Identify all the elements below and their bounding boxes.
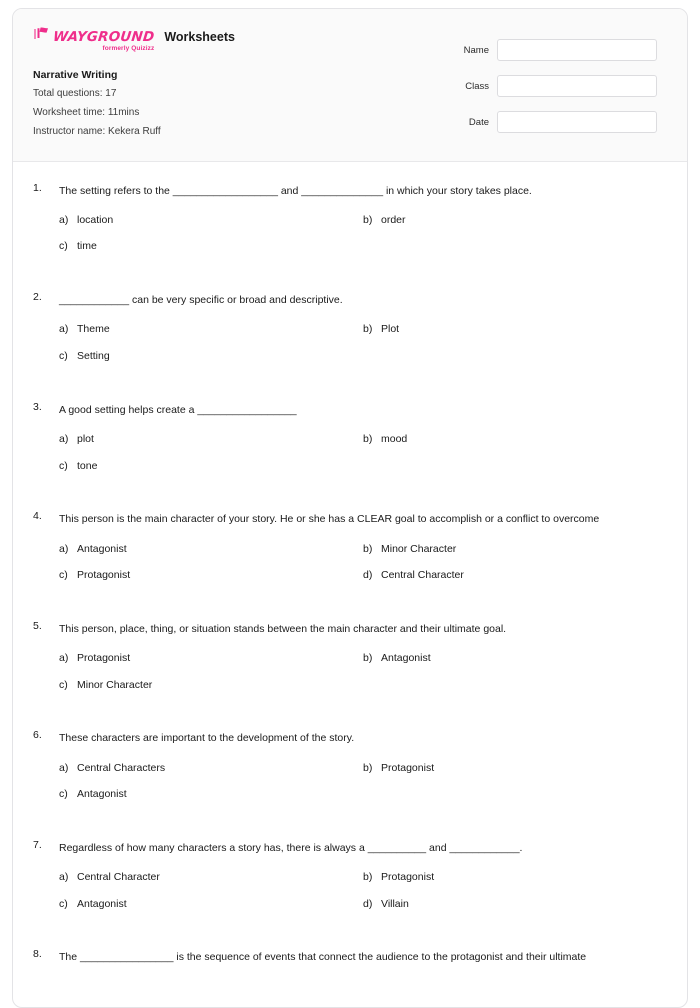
option-letter: a) bbox=[59, 542, 69, 555]
option-text: Protagonist bbox=[381, 761, 435, 774]
question-head bbox=[33, 401, 667, 419]
answer-option[interactable] bbox=[363, 762, 667, 775]
name-label: Name bbox=[463, 44, 489, 56]
question-number: 8. bbox=[33, 948, 42, 961]
question-text: ____________ can be very specific or broad and descriptive. bbox=[59, 294, 343, 307]
option-letter: c) bbox=[59, 788, 68, 801]
option-letter: a) bbox=[59, 433, 69, 445]
option-letter: c) bbox=[59, 569, 68, 582]
option-letter: a) bbox=[59, 652, 69, 665]
option-text: Protagonist bbox=[77, 652, 131, 665]
question-text: This person is the main character of your story. He or she has a CLEAR goal to accomplish or a conflict to overcome bbox=[59, 513, 600, 526]
answer-option[interactable] bbox=[59, 679, 363, 692]
option-text: Setting bbox=[77, 350, 110, 363]
option-text: Protagonist bbox=[77, 569, 131, 582]
option-text: Central Characters bbox=[77, 761, 166, 774]
option-text: Protagonist bbox=[381, 871, 435, 884]
question-head bbox=[33, 182, 667, 200]
option-text: Theme bbox=[77, 323, 110, 336]
answer-option[interactable] bbox=[59, 350, 363, 363]
option-text: tone bbox=[77, 459, 98, 472]
question-number: 6. bbox=[33, 729, 42, 742]
class-label: Class bbox=[465, 80, 489, 92]
option-letter: c) bbox=[59, 897, 68, 910]
answer-option[interactable] bbox=[363, 652, 667, 665]
answer-option[interactable] bbox=[363, 323, 667, 336]
question-text: Regardless of how many characters a story has, there is always a __________ and ____________. bbox=[59, 841, 523, 854]
answer-option[interactable] bbox=[59, 569, 363, 582]
logo-mark bbox=[33, 27, 154, 44]
answer-options bbox=[33, 433, 667, 486]
answer-option[interactable] bbox=[59, 214, 363, 227]
option-letter: b) bbox=[363, 871, 373, 884]
answer-option[interactable] bbox=[363, 569, 667, 582]
question-text: The setting refers to the __________________ and ______________ in which your story takes place. bbox=[59, 184, 532, 197]
question-item bbox=[33, 401, 667, 487]
option-text: time bbox=[77, 240, 97, 253]
question-number: 1. bbox=[33, 181, 42, 194]
option-letter: d) bbox=[363, 897, 373, 910]
header-left bbox=[33, 25, 235, 145]
answer-option[interactable] bbox=[59, 871, 363, 884]
option-letter: c) bbox=[59, 350, 68, 363]
option-letter: a) bbox=[59, 871, 69, 884]
answer-option[interactable] bbox=[59, 898, 363, 911]
question-number: 5. bbox=[33, 619, 42, 632]
worksheet-page bbox=[12, 8, 688, 1008]
question-text: These characters are important to the development of the story. bbox=[59, 732, 355, 745]
answer-options bbox=[33, 543, 667, 596]
option-letter: c) bbox=[59, 459, 68, 472]
answer-option[interactable] bbox=[363, 871, 667, 884]
question-item bbox=[33, 948, 667, 966]
logo-flag-icon bbox=[33, 27, 49, 44]
questions-list bbox=[13, 162, 687, 967]
question-number: 3. bbox=[33, 400, 42, 413]
answer-options bbox=[33, 323, 667, 376]
page-title: Worksheets bbox=[164, 29, 235, 44]
answer-option[interactable] bbox=[363, 214, 667, 227]
option-letter: b) bbox=[363, 433, 373, 445]
question-head bbox=[33, 620, 667, 638]
answer-option[interactable] bbox=[59, 762, 363, 775]
option-text: Plot bbox=[381, 323, 400, 336]
student-fields bbox=[455, 25, 667, 133]
question-number: 4. bbox=[33, 510, 42, 523]
question-item bbox=[33, 510, 667, 596]
option-letter: b) bbox=[363, 323, 373, 336]
logo-wordmark: WAYGROUND bbox=[52, 28, 156, 45]
option-text: mood bbox=[381, 433, 408, 445]
option-text: location bbox=[77, 213, 114, 226]
wayground-logo bbox=[33, 27, 154, 53]
option-text: Central Character bbox=[381, 569, 464, 582]
question-text: The ________________ is the sequence of events that connect the audience to the protagonist and their ultimate bbox=[59, 951, 587, 964]
question-item bbox=[33, 729, 667, 815]
option-letter: b) bbox=[363, 542, 373, 555]
answer-options bbox=[33, 762, 667, 815]
worksheet-header bbox=[13, 9, 687, 162]
question-head bbox=[33, 510, 667, 528]
option-letter: b) bbox=[363, 652, 373, 665]
question-item bbox=[33, 839, 667, 925]
date-field-row bbox=[455, 111, 657, 133]
option-letter: b) bbox=[363, 213, 373, 226]
answer-option[interactable] bbox=[363, 543, 667, 556]
option-text: plot bbox=[77, 433, 94, 445]
answer-option[interactable] bbox=[59, 433, 363, 446]
option-letter: c) bbox=[59, 240, 68, 253]
question-head bbox=[33, 948, 667, 966]
option-text: Antagonist bbox=[77, 897, 127, 910]
option-letter: a) bbox=[59, 323, 69, 336]
brand-row bbox=[33, 27, 235, 53]
answer-options bbox=[33, 214, 667, 267]
class-input[interactable] bbox=[497, 75, 657, 97]
option-text: Central Character bbox=[77, 871, 160, 884]
worksheet-time: Worksheet time: 11mins bbox=[33, 106, 140, 118]
answer-option[interactable] bbox=[59, 460, 363, 473]
option-text: Antagonist bbox=[77, 542, 127, 555]
class-field-row bbox=[455, 75, 657, 97]
option-letter: b) bbox=[363, 761, 373, 774]
answer-option[interactable] bbox=[59, 543, 363, 556]
option-letter: d) bbox=[363, 569, 373, 582]
answer-option[interactable] bbox=[363, 433, 667, 446]
answer-options bbox=[33, 652, 667, 705]
answer-option[interactable] bbox=[59, 323, 363, 336]
option-text: Villain bbox=[381, 897, 409, 910]
option-letter: c) bbox=[59, 678, 68, 691]
name-field-row bbox=[455, 39, 657, 61]
answer-option[interactable] bbox=[59, 652, 363, 665]
answer-option[interactable] bbox=[59, 788, 363, 801]
logo-subtitle: formerly Quizizz bbox=[102, 45, 155, 52]
answer-option[interactable] bbox=[59, 240, 363, 253]
name-input[interactable] bbox=[497, 39, 657, 61]
answer-options bbox=[33, 871, 667, 924]
option-text: Minor Character bbox=[77, 678, 153, 691]
question-text: A good setting helps create a _________________ bbox=[59, 403, 297, 416]
answer-option[interactable] bbox=[363, 898, 667, 911]
question-number: 7. bbox=[33, 838, 42, 851]
date-label: Date bbox=[468, 116, 489, 128]
question-head bbox=[33, 839, 667, 857]
option-text: Minor Character bbox=[381, 542, 457, 555]
question-item bbox=[33, 182, 667, 268]
option-text: Antagonist bbox=[77, 788, 127, 801]
total-questions: Total questions: 17 bbox=[33, 87, 117, 99]
date-input[interactable] bbox=[497, 111, 657, 133]
worksheet-subject: Narrative Writing bbox=[33, 68, 118, 81]
question-item bbox=[33, 291, 667, 377]
question-number: 2. bbox=[33, 291, 42, 304]
option-text: Antagonist bbox=[381, 652, 431, 665]
option-text: order bbox=[381, 213, 406, 226]
question-item bbox=[33, 620, 667, 706]
question-text: This person, place, thing, or situation stands between the main character and their ultimate goal. bbox=[59, 622, 507, 635]
option-letter: a) bbox=[59, 761, 69, 774]
option-letter: a) bbox=[59, 213, 69, 226]
question-head bbox=[33, 291, 667, 309]
question-head bbox=[33, 729, 667, 747]
instructor-name: Instructor name: Kekera Ruff bbox=[33, 125, 161, 137]
